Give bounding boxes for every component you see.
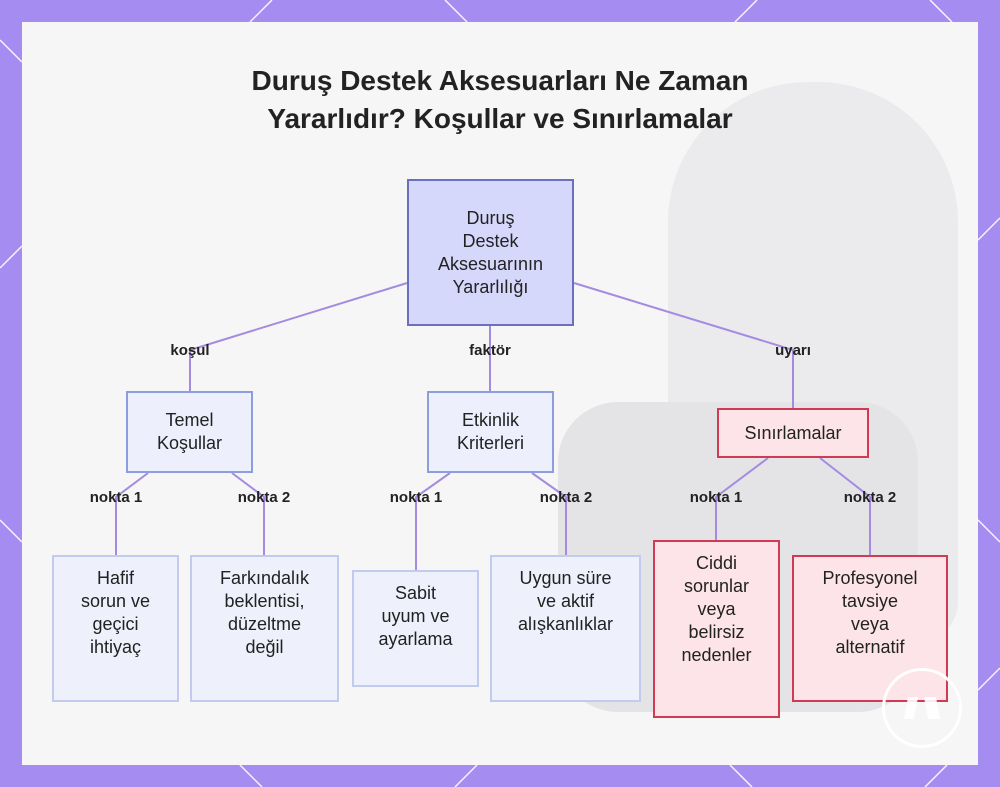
limits-node-label: Sınırlamalar bbox=[744, 422, 842, 443]
cond-1-node bbox=[52, 555, 179, 702]
brand-logo-icon bbox=[882, 668, 962, 748]
edge-conditions-cond2 bbox=[232, 473, 264, 555]
edge-criteria-crit2 bbox=[532, 473, 566, 555]
crit-1-label: Sabit uyum ve ayarlama bbox=[378, 583, 453, 649]
root-node bbox=[407, 179, 574, 326]
edge-label-kosul: koşul bbox=[170, 342, 210, 359]
edge-conditions-cond1 bbox=[116, 473, 148, 555]
lim-2-label: Profesyonel tavsiye veya alternatif bbox=[822, 568, 918, 657]
edge-label-nokta-2: nokta 2 bbox=[539, 489, 593, 506]
edge-label-nokta-2: nokta 2 bbox=[237, 489, 291, 506]
crit-2-label: Uygun süre ve aktif alışkanlıklar bbox=[517, 568, 614, 634]
edge-label-nokta-2: nokta 2 bbox=[843, 489, 897, 506]
edge-label-nokta-1: nokta 1 bbox=[689, 489, 743, 506]
lim-1-label: Ciddi sorunlar veya belirsiz nedenler bbox=[681, 553, 752, 665]
edge-label-faktor: faktör bbox=[469, 342, 511, 359]
crit-2-node bbox=[490, 555, 641, 702]
criteria-node-label: Etkinlik Kriterleri bbox=[456, 410, 524, 453]
cond-2-label: Farkındalık beklentisi, düzeltme değil bbox=[219, 568, 310, 657]
root-node-label: Duruş Destek Aksesuarının Yararlılığı bbox=[437, 207, 544, 297]
crit-1-node bbox=[352, 570, 479, 687]
edge-root-limits bbox=[574, 283, 793, 408]
edge-label-nokta-1: nokta 1 bbox=[389, 489, 443, 506]
criteria-node bbox=[427, 391, 554, 473]
edge-label-nokta-1: nokta 1 bbox=[89, 489, 143, 506]
cond-2-node bbox=[190, 555, 339, 702]
conditions-node-label: Temel Koşullar bbox=[156, 410, 223, 453]
edge-criteria-crit1 bbox=[416, 473, 450, 570]
edge-label-uyari: uyarı bbox=[775, 342, 811, 359]
edge-root-conditions bbox=[190, 283, 407, 391]
edge-limits-lim2 bbox=[820, 458, 870, 555]
lim-1-node bbox=[653, 540, 780, 718]
conditions-node bbox=[126, 391, 253, 473]
cond-1-label: Hafif sorun ve geçici ihtiyaç bbox=[80, 568, 151, 657]
limits-node bbox=[717, 408, 869, 458]
diagram-title: Duruş Destek Aksesuarları Ne Zaman Yararlıdır? Koşullar ve Sınırlamalar bbox=[251, 65, 749, 134]
